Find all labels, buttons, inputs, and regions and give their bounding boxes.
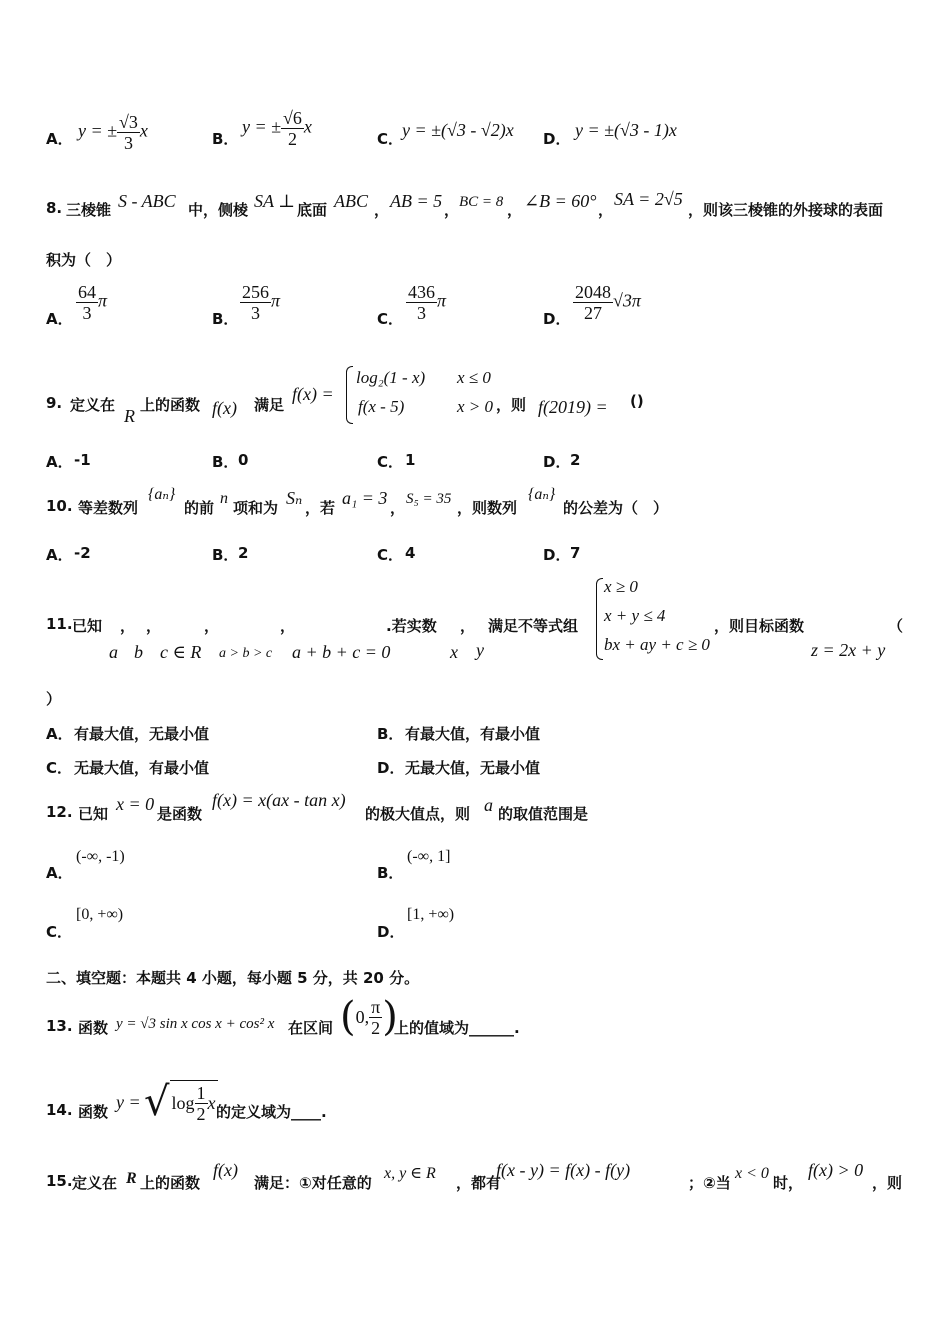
q9-option-d-value: 2 — [570, 451, 581, 469]
q15-text: ，则 — [872, 1174, 903, 1192]
q12-option-b-value: (-∞, 1] — [407, 848, 451, 865]
q11-comma: ， — [280, 617, 296, 635]
q11-math: c ∈ R — [160, 642, 202, 662]
q13-interval: ( 0, $\frac{\pi}{2}$ ) — [340, 994, 398, 1040]
q15-math: R — [126, 1170, 137, 1187]
q11-comma: ， — [204, 617, 220, 635]
q15-text: ；②当 — [688, 1174, 731, 1192]
q11-option-c-value: 无最大值，有最小值 — [74, 759, 210, 777]
q11-option-b-label: B． — [377, 725, 404, 743]
q7-option-c-label: C． — [377, 130, 404, 148]
q14-math: y = — [116, 1092, 141, 1112]
q12-math: f(x) = x(ax - tan x) — [212, 790, 346, 810]
q10-text: 的前 — [184, 499, 215, 517]
q8-text: 中，侧棱 — [188, 201, 249, 219]
q10-option-a-label: A． — [46, 546, 73, 564]
q14-radical: √ log $\frac{1}{2}$ x — [144, 1079, 216, 1125]
q9-blank: () — [630, 392, 644, 410]
q9-case2: f(x - 5) — [358, 397, 405, 416]
q12-option-c-value: [0, +∞) — [76, 906, 124, 923]
q9-brace — [346, 366, 353, 424]
q10-text: ，若 — [305, 499, 336, 517]
q10-option-c-value: 4 — [405, 544, 416, 562]
q8-math: BC = 8 — [459, 194, 504, 210]
q8-number: 8. — [46, 199, 63, 217]
q8-math: S - ABC — [118, 191, 176, 211]
q9-number: 9. — [46, 394, 63, 412]
q10-text: 的公差为（ ） — [563, 499, 669, 517]
q10-text: 等差数列 — [78, 499, 139, 517]
q8-text: 积为（ ） — [46, 251, 122, 269]
q11-math: a > b > c — [219, 646, 273, 661]
q11-option-d-label: D． — [377, 759, 405, 777]
q12-option-a-label: A． — [46, 864, 73, 882]
q10-text: ，则数列 — [457, 499, 518, 517]
q9-text: ，则 — [496, 396, 527, 414]
q9-option-a-value: -1 — [74, 451, 91, 469]
q8-option-a-formula: $\frac{64}{3}$ π — [78, 282, 108, 323]
q10-math: {aₙ} — [148, 486, 176, 503]
q10-math: S₅ = 35 — [406, 491, 452, 507]
q14-text: 函数 — [78, 1103, 109, 1121]
q8-option-d-formula: $\frac{2048}{27}$ √3π — [575, 282, 641, 323]
q10-option-d-label: D． — [543, 546, 571, 564]
q10-option-b-value: 2 — [238, 544, 249, 562]
q11-math: b — [134, 642, 143, 662]
q9-option-c-value: 1 — [405, 451, 416, 469]
q15-math: x < 0 — [735, 1165, 769, 1182]
q11-math: z = 2x + y — [811, 640, 886, 660]
q12-number: 12. — [46, 803, 73, 821]
q10-number: 10. — [46, 497, 73, 515]
q13-text: 函数 — [78, 1019, 109, 1037]
q11-option-d-value: 无最大值，无最小值 — [405, 759, 541, 777]
q7-option-a-label: A． — [46, 130, 73, 148]
q8-comma: ， — [598, 201, 614, 219]
q8-option-b-label: B． — [212, 310, 239, 328]
q11-text: 已知 — [72, 617, 103, 635]
q8-text: ，则该三棱锥的外接球的表面 — [688, 201, 884, 219]
q9-text: 上的函数 — [140, 396, 201, 414]
q8-comma: ， — [374, 201, 390, 219]
q10-comma: ， — [390, 499, 406, 517]
q8-option-a-label: A． — [46, 310, 73, 328]
q15-number: 15. — [46, 1172, 73, 1190]
q11-system-line-2: x + y ≤ 4 — [604, 606, 666, 625]
q12-option-c-label: C． — [46, 923, 73, 941]
q11-text: ） — [46, 690, 62, 708]
q15-text: 定义在 — [72, 1174, 118, 1192]
q11-math: a — [109, 642, 118, 662]
q12-text: 的取值范围是 — [498, 805, 589, 823]
q8-comma: ， — [444, 201, 460, 219]
q8-text: 底面 — [297, 201, 328, 219]
q11-math: y — [476, 640, 484, 660]
q10-option-a-value: -2 — [74, 544, 91, 562]
q9-option-c-label: C． — [377, 453, 404, 471]
q11-number: 11. — [46, 615, 73, 633]
q11-comma: ， — [460, 617, 476, 635]
q11-math: x — [450, 642, 458, 662]
q11-text: （ — [888, 617, 904, 635]
q10-math: Sₙ — [286, 488, 303, 508]
q13-text: 上的值域为______. — [394, 1019, 520, 1037]
q9-option-b-value: 0 — [238, 451, 249, 469]
q12-math: x = 0 — [116, 794, 155, 814]
q12-text: 已知 — [78, 805, 109, 823]
q11-system-brace — [596, 578, 603, 660]
q11-option-a-label: A． — [46, 725, 73, 743]
q9-cond2: x > 0 — [457, 397, 494, 416]
q8-math: AB = 5 — [390, 191, 443, 211]
q11-system-line-1: x ≥ 0 — [604, 577, 638, 596]
q7-option-c-formula: y = ±(√3 - √2)x — [402, 120, 514, 140]
q11-comma: ， — [120, 617, 136, 635]
q15-math: f(x - y) = f(x) - f(y) — [496, 1160, 631, 1180]
q11-system-line-3: bx + ay + c ≥ 0 — [604, 635, 710, 654]
q11-text: ，则目标函数 — [714, 617, 805, 635]
q10-option-b-label: B． — [212, 546, 239, 564]
q8-option-b-formula: $\frac{256}{3}$ π — [242, 282, 281, 323]
q11-option-a-value: 有最大值，无最小值 — [74, 725, 210, 743]
q9-cond1: x ≤ 0 — [457, 368, 491, 387]
q9-piecewise-lhs: f(x) = — [292, 384, 334, 404]
q8-option-d-label: D． — [543, 310, 571, 328]
q12-option-d-label: D． — [377, 923, 405, 941]
q8-option-c-label: C． — [377, 310, 404, 328]
q13-math: y = √3 sin x cos x + cos² x — [116, 1016, 275, 1032]
q8-option-c-formula: $\frac{436}{3}$ π — [408, 282, 447, 323]
q12-option-b-label: B． — [377, 864, 404, 882]
q9-math: f(x) — [212, 398, 237, 418]
q7-option-d-label: D． — [543, 130, 571, 148]
q12-option-a-value: (-∞, -1) — [76, 848, 125, 865]
q9-case1: log₂(1 - x) — [356, 368, 426, 387]
q7-option-b-label: B． — [212, 130, 239, 148]
q15-text: 时， — [773, 1174, 804, 1192]
q15-text: 上的函数 — [140, 1174, 201, 1192]
q9-option-a-label: A． — [46, 453, 73, 471]
q10-math: {aₙ} — [528, 486, 556, 503]
q12-math: a — [484, 795, 493, 815]
q8-comma: ， — [507, 201, 523, 219]
q11-text: 满足不等式组 — [488, 617, 579, 635]
q15-math: x, y ∈ R — [384, 1165, 436, 1182]
q10-text: 项和为 — [233, 499, 279, 517]
q14-text: 的定义域为____. — [216, 1103, 327, 1121]
q8-math: ABC — [334, 191, 368, 211]
q11-comma: ， — [146, 617, 162, 635]
q8-math: SA ⊥ — [254, 191, 296, 211]
q11-text: .若实数 — [386, 617, 437, 635]
q12-text: 的极大值点，则 — [365, 805, 471, 823]
q11-option-b-value: 有最大值，有最小值 — [405, 725, 541, 743]
q7-option-d-formula: y = ±(√3 - 1)x — [575, 120, 677, 140]
q8-math: ∠B = 60° — [524, 191, 597, 211]
q9-text: 定义在 — [70, 396, 116, 414]
q10-math: a₁ = 3 — [342, 488, 388, 508]
q10-math: n — [220, 490, 228, 507]
q11-option-c-label: C． — [46, 759, 73, 777]
q7-option-a-formula: y = ± $\frac{√3}{3}$ x — [78, 112, 148, 153]
q15-text: ，都有 — [456, 1174, 502, 1192]
q9-math: f(2019) = — [538, 397, 608, 417]
q11-math: a + b + c = 0 — [292, 642, 391, 662]
q15-math: f(x) — [213, 1160, 238, 1180]
section-heading: 二、填空题：本题共 4 小题，每小题 5 分，共 20 分。 — [46, 969, 420, 987]
q9-text: 满足 — [254, 396, 285, 414]
q12-option-d-value: [1, +∞) — [407, 906, 455, 923]
q9-option-b-label: B． — [212, 453, 239, 471]
q15-math: f(x) > 0 — [808, 1160, 864, 1180]
q15-text: 满足：①对任意的 — [254, 1174, 372, 1192]
q9-math: R — [124, 406, 135, 426]
q12-text: 是函数 — [157, 805, 203, 823]
q9-option-d-label: D． — [543, 453, 571, 471]
q7-option-b-formula: y = ± $\frac{√6}{2}$ x — [242, 108, 312, 149]
q8-text: 三棱锥 — [66, 201, 112, 219]
q14-number: 14. — [46, 1101, 73, 1119]
q13-text: 在区间 — [288, 1019, 334, 1037]
q10-option-d-value: 7 — [570, 544, 581, 562]
q10-option-c-label: C． — [377, 546, 404, 564]
q8-math: SA = 2√5 — [614, 189, 683, 209]
q13-number: 13. — [46, 1017, 73, 1035]
